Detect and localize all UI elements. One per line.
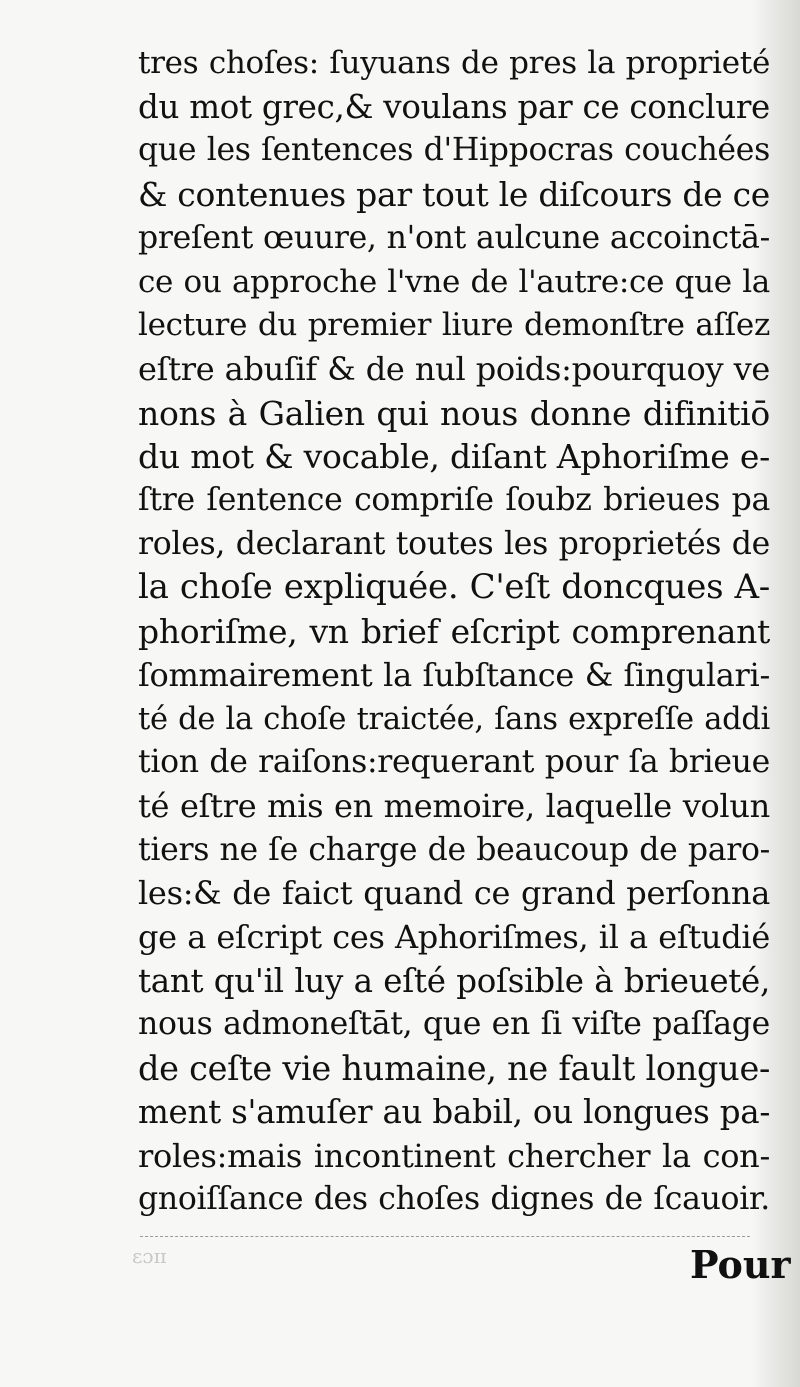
bottom-rule (140, 1236, 750, 1237)
text-line: preſent œuure, n'ont aulcune accoinctā- (138, 219, 770, 256)
text-line: ſommairement la ſubſtance & ſingulari- (138, 655, 770, 694)
text-line: té de la choſe traictée, ſans expreſſe addi (138, 701, 770, 737)
text-line: phoriſme, vn brief eſcript comprenant (138, 612, 770, 652)
text-line: ſtre ſentence compriſe ſoubz brieues pa (138, 482, 770, 519)
text-line: tant qu'il luy a eſté poſsible à brieueté, (138, 961, 770, 1000)
text-line: que les ſentences d'Hippocras couchées (138, 132, 770, 169)
text-line: ment s'amuſer au babil, ou longues pa- (138, 1092, 770, 1131)
catchword: Pour (690, 1242, 791, 1287)
text-line: les:& de faict quand ce grand perſonna (138, 874, 770, 913)
text-line: la choſe expliquée. C'eſt doncques A- (138, 567, 770, 608)
text-line: gnoiſſance des choſes dignes de ſcauoir. (138, 1181, 770, 1218)
text-line: eſtre abuſif & de nul poids:pourquoy ve (138, 349, 770, 388)
text-line: ce ou approche l'vne de l'autre:ce que la (138, 263, 770, 300)
text-line: de ceſte vie humaine, ne fault longue- (138, 1049, 770, 1089)
signature-mark: ɛɔɪɪ (132, 1244, 167, 1268)
text-line: té eſtre mis en memoire, laquelle volun (138, 786, 770, 825)
text-line: nons à Galien qui nous donne difinitiō (138, 393, 770, 433)
body-text (138, 42, 778, 1222)
text-line: tiers ne ſe charge de beaucoup de paro- (138, 831, 770, 868)
text-line: du mot grec,& voulans par ce conclure (138, 87, 770, 126)
text-line: roles:mais incontinent chercher la con- (138, 1136, 770, 1175)
text-line: du mot & vocable, diſant Aphoriſme e- (138, 437, 770, 477)
text-line: nous admoneſtāt, que en ſi viſte paſſage (138, 1006, 770, 1043)
text-line: lecture du premier liure demonſtre aſſez (138, 307, 770, 344)
text-line: & contenues par tout le diſcours de ce (138, 175, 770, 215)
text-line: tion de raiſons:requerant pour ſa brieue (138, 744, 770, 781)
text-line: ge a eſcript ces Aphoriſmes, il a eſtudié (138, 918, 770, 957)
text-line: tres choſes: ſuyuans de pres la proprieté (138, 45, 770, 81)
text-line: roles, declarant toutes les proprietés de (138, 525, 770, 562)
